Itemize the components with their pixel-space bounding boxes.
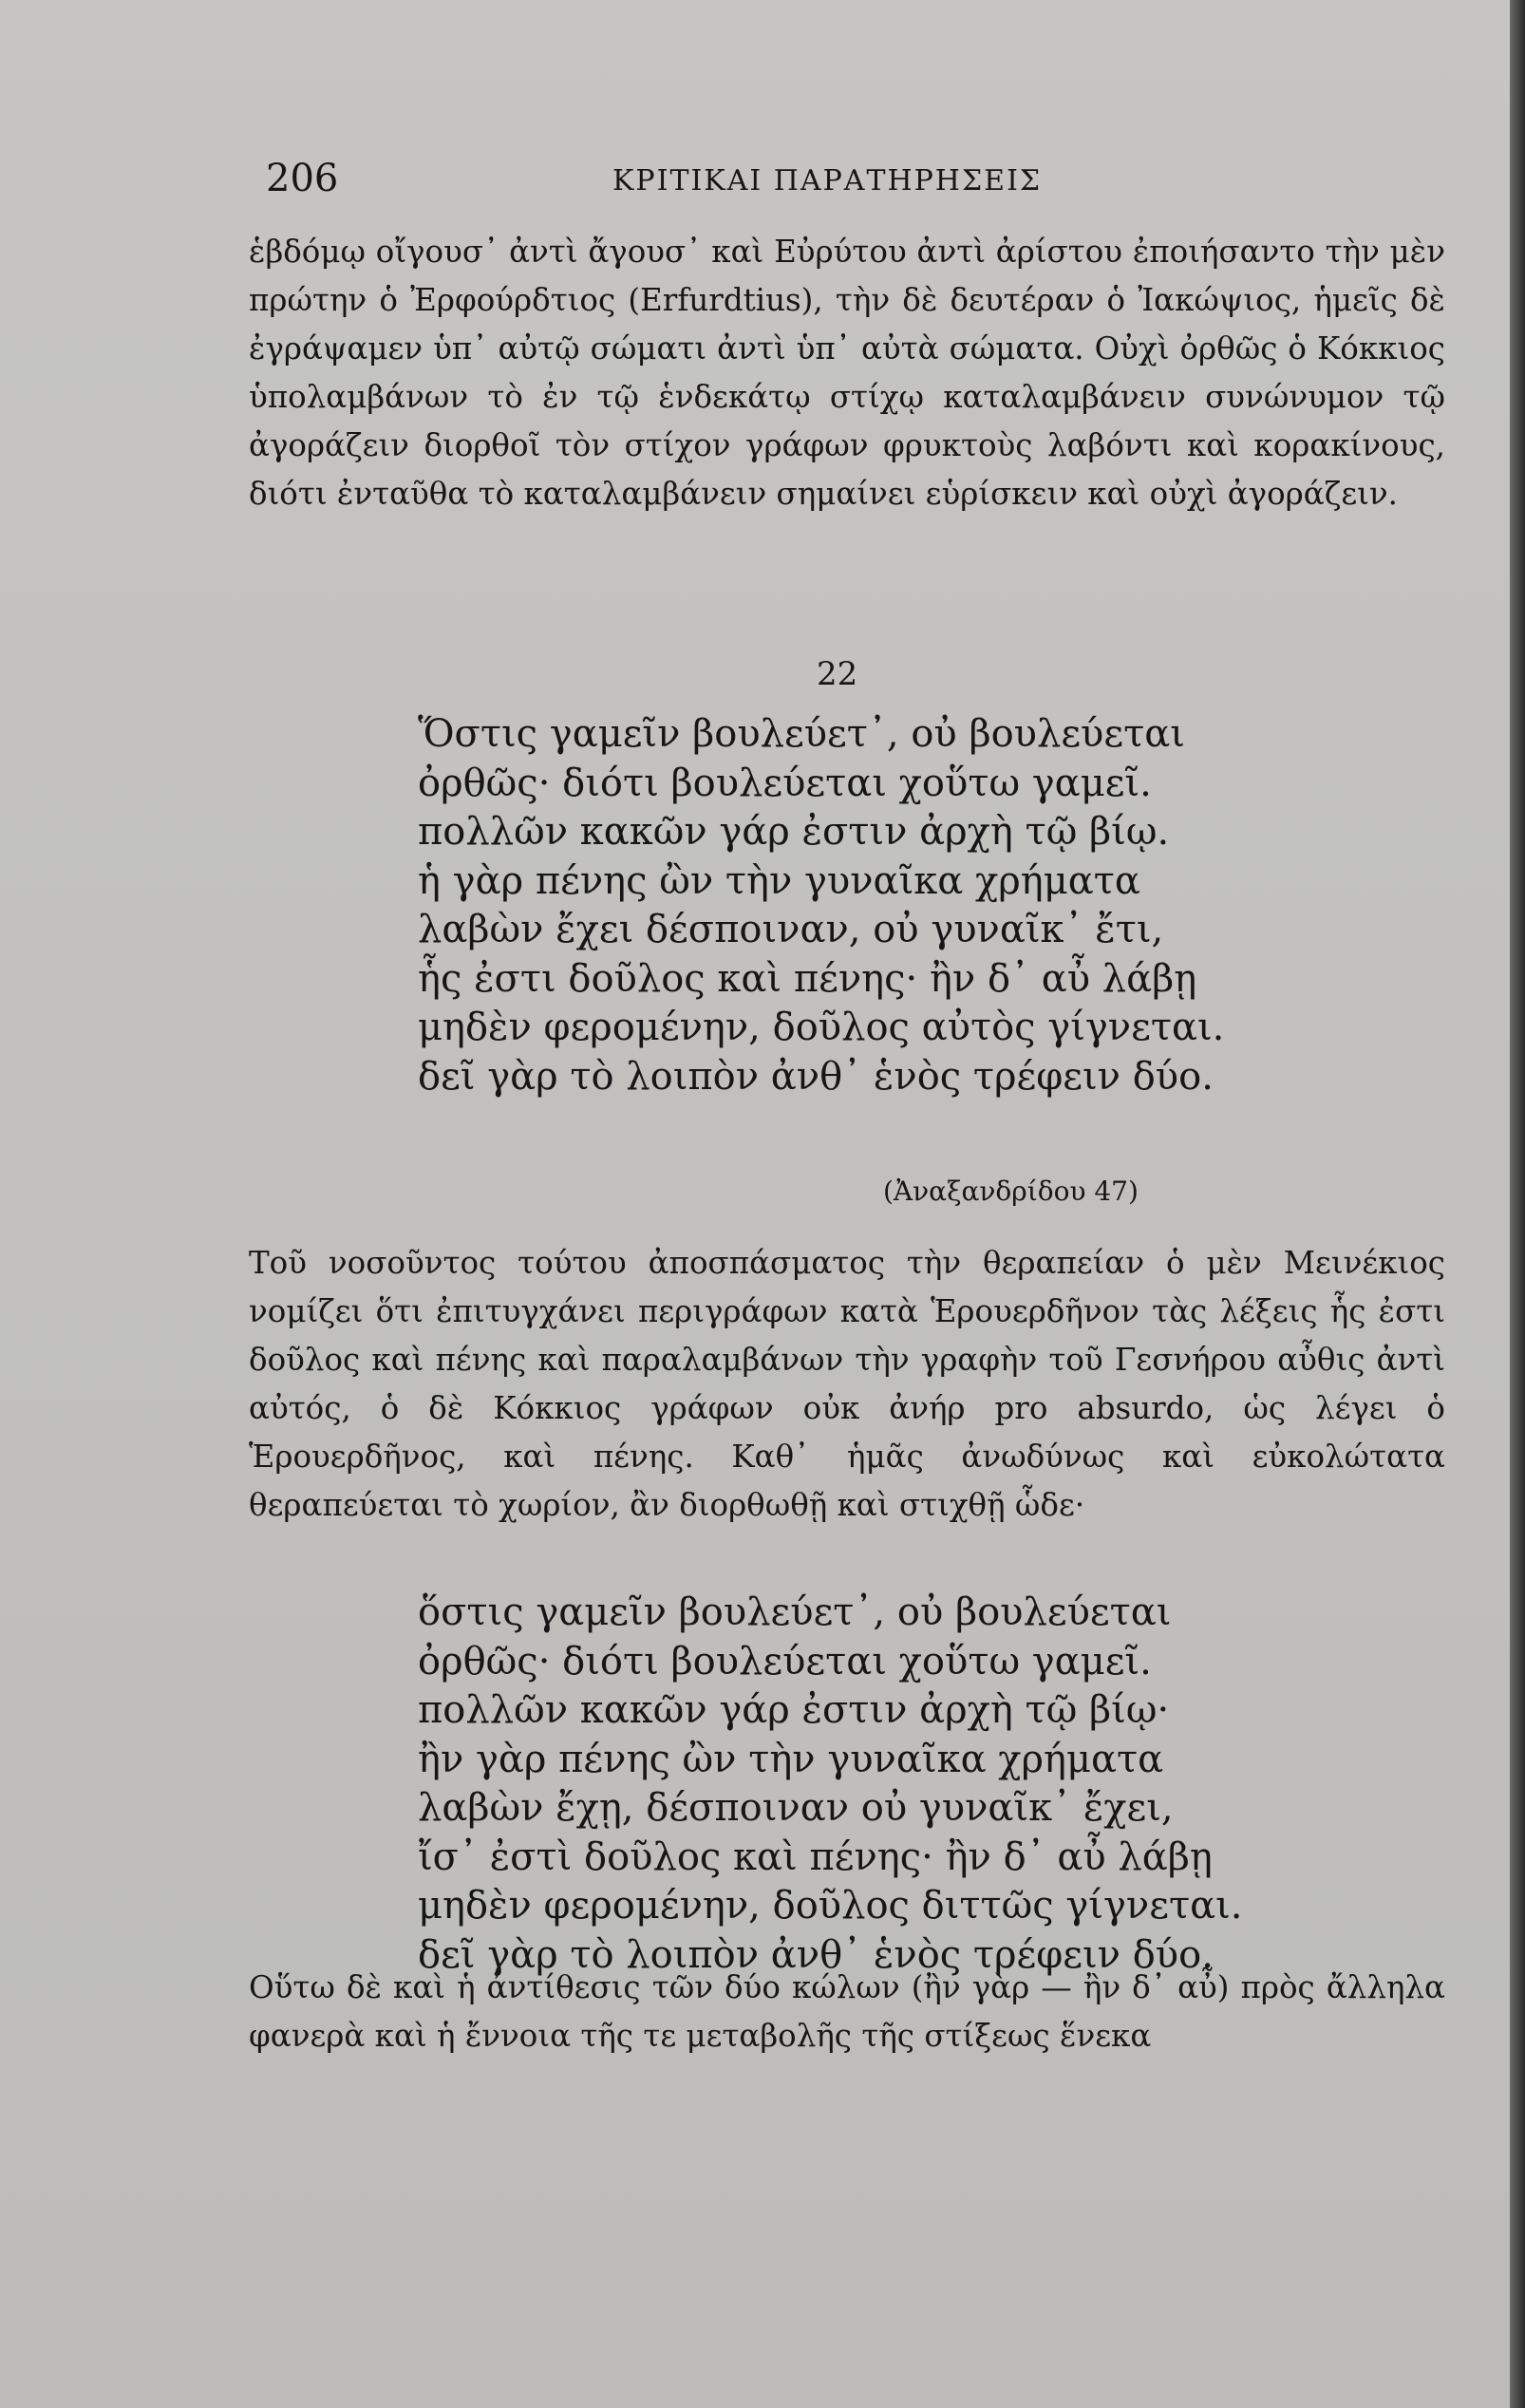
verse-line: Ὅστις γαμεῖν βουλεύετ᾽, οὐ βουλεύεται bbox=[418, 712, 1185, 756]
paragraph-block-3 bbox=[249, 1964, 1445, 2060]
verse-line: ἢν γὰρ πένης ὢν τὴν γυναῖκα χρήματα bbox=[418, 1737, 1164, 1781]
verse-quotation-2 bbox=[418, 1589, 1367, 1980]
source-attribution: (Ἀναξανδρίδου 47) bbox=[883, 1176, 1139, 1207]
book-spine-shadow bbox=[1510, 0, 1525, 2408]
paragraph-3: Οὕτω δὲ καὶ ἡ ἀντίθεσις τῶν δύο κώλων (ἢν γὰρ — ἢν δ᾽ αὖ) πρὸς ἄλληλα φανερὰ καὶ ἡ ἔννοια τῆς τε μεταβολῆς τῆς στίξεως ἕνεκα bbox=[249, 1969, 1445, 2054]
verse-line: ὀρθῶς· διότι βουλεύεται χοὕτω γαμεῖ. bbox=[418, 1639, 1152, 1684]
verse-quotation-1 bbox=[418, 710, 1367, 1101]
verse-line: μηδὲν φερομένην, δοῦλος αὐτὸς γίγνεται. bbox=[418, 1006, 1225, 1049]
verse-line: μηδὲν φερομένην, δοῦλος διττῶς γίγνεται. bbox=[418, 1884, 1243, 1928]
verse-line: ὀρθῶς· διότι βουλεύεται χοὕτω γαμεῖ. bbox=[418, 761, 1152, 805]
verse-line: πολλῶν κακῶν γάρ ἐστιν ἀρχὴ τῷ βίῳ. bbox=[418, 810, 1170, 854]
verse-line: πολλῶν κακῶν γάρ ἐστιν ἀρχὴ τῷ βίῳ· bbox=[418, 1688, 1170, 1732]
paragraph-block-2 bbox=[249, 1239, 1445, 1530]
verse-number: 22 bbox=[817, 655, 858, 693]
page-header bbox=[266, 157, 1405, 214]
verse-line: ἧς ἐστι δοῦλος καὶ πένης· ἢν δ᾽ αὖ λάβῃ bbox=[418, 956, 1197, 1001]
running-title: ΚΡΙΤΙΚΑΙ ΠΑΡΑΤΗΡΗΣΕΙΣ bbox=[612, 164, 1043, 198]
page-number: 206 bbox=[266, 157, 339, 200]
verse-line: δεῖ γὰρ τὸ λοιπὸν ἀνθ᾽ ἑνὸς τρέφειν δύο. bbox=[418, 1054, 1214, 1099]
paragraph-1: ἑβδόμῳ οἴγουσ᾽ ἀντὶ ἄγουσ᾽ καὶ Εὐρύτου ἀντὶ ἀρίστου ἐποιήσαντο τὴν μὲν πρώτην ὁ Ἐρφούρδτιος (Erfurdtius), τὴν δὲ δευτέραν ὁ Ἰακώψιος, ἡμεῖς δὲ ἐγράψαμεν ὑπ᾽ αὐτῷ σώματι ἀντὶ ὑπ᾽ αὐτὰ σώματα. Οὐχὶ ὀρθῶς ὁ Κόκκιος ὑπολαμβάνων τὸ ἐν τῷ ἑνδεκάτῳ στίχῳ καταλαμβάνειν συνώνυμον τῷ ἀγοράζειν διορθοῖ τὸν στίχον γράφων φρυκτοὺς λαβόντι καὶ κορακίνους, διότι ἐνταῦθα τὸ καταλαμβάνειν σημαίνει εὑρίσκειν καὶ οὐχὶ ἀγοράζειν. bbox=[249, 234, 1445, 512]
verse-line: λαβὼν ἔχῃ, δέσποιναν οὐ γυναῖκ᾽ ἔχει, bbox=[418, 1786, 1174, 1830]
verse-line: ἡ γὰρ πένης ὢν τὴν γυναῖκα χρήματα bbox=[418, 858, 1140, 903]
verse-line: ἴσ᾽ ἐστὶ δοῦλος καὶ πένης· ἢν δ᾽ αὖ λάβῃ bbox=[418, 1834, 1213, 1879]
verse-line: λαβὼν ἔχει δέσποιναν, οὐ γυναῖκ᾽ ἔτι, bbox=[418, 908, 1164, 951]
paragraph-2: Τοῦ νοσοῦντος τούτου ἀποσπάσματος τὴν θεραπείαν ὁ μὲν Μεινέκιος νομίζει ὅτι ἐπιτυγχάνει περιγράφων κατὰ Ἑρουερδῆνον τὰς λέξεις ἧς ἐστι δοῦλος καὶ πένης καὶ παραλαμβάνων τὴν γραφὴν τοῦ Γεσνήρου αὖθις ἀντὶ αὐτός, ὁ δὲ Κόκκιος γράφων οὐκ ἀνήρ pro absurdo, ὡς λέγει ὁ Ἑρουερδῆνος, καὶ πένης. Καθ᾽ ἡμᾶς ἀνωδύνως καὶ εὐκολώτατα θεραπεύεται τὸ χωρίον, ἂν διορθωθῇ καὶ στιχθῇ ὧδε· bbox=[249, 1245, 1445, 1523]
verse-line: ὅστις γαμεῖν βουλεύετ᾽, οὐ βουλεύεται bbox=[418, 1590, 1172, 1634]
paragraph-block-1 bbox=[249, 228, 1445, 518]
verse-line: δεῖ γὰρ τὸ λοιπὸν ἀνθ᾽ ἑνὸς τρέφειν δύο. bbox=[418, 1932, 1214, 1977]
